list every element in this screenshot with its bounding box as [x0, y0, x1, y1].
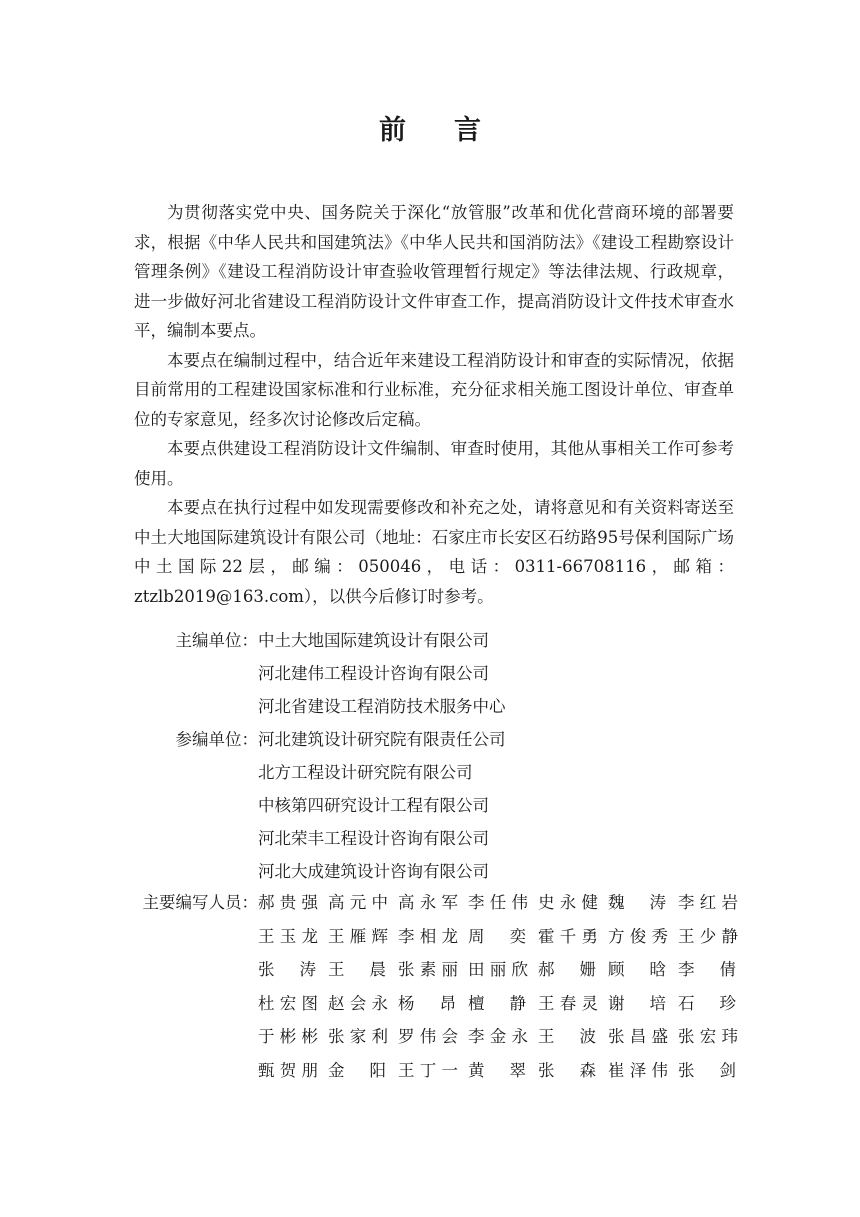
staff-grid [258, 886, 738, 1087]
participating-unit-row [134, 789, 734, 822]
preface-body [134, 198, 734, 611]
page-title [0, 108, 860, 147]
staff-row [258, 1020, 738, 1054]
staff-name: 李任伟 [468, 893, 528, 912]
staff-name: 杜宏图 [258, 993, 318, 1013]
staff-name: 田丽欣 [468, 960, 528, 979]
title-char-1: 前 [379, 115, 406, 146]
chief-units-label: 主编单位： [175, 631, 258, 650]
paragraph-2: 本要点在编制过程中，结合近年来建设工程消防设计和审查的实际情况，依据目前常用的工程建设国家标准和行业标准，充分征求相关施工图设计单位、审查单位的专家意见，经多次讨论修改后定稿。 [134, 350, 734, 429]
staff-name: 魏涛 [608, 893, 666, 912]
staff-name: 王晨 [328, 960, 386, 979]
staff-name: 张素丽 [398, 960, 458, 979]
participating-unit-item: 河北大成建筑设计咨询有限公司 [258, 862, 489, 881]
staff-name: 金阳 [328, 1060, 386, 1080]
staff-name: 郝姗 [538, 960, 596, 979]
paragraph-3: 本要点供建设工程消防设计文件编制、审查时使用，其他从事相关工作可参考使用。 [134, 439, 734, 488]
staff-name: 王春灵 [538, 993, 598, 1013]
staff-name: 王少静 [678, 926, 738, 946]
chief-unit-row [134, 624, 734, 657]
staff-name: 罗伟会 [398, 1027, 458, 1046]
participating-unit-row [134, 756, 734, 789]
staff-name: 王丁一 [398, 1060, 458, 1080]
paragraph-1: 为贯彻落实党中央、国务院关于深化“放管服”改革和优化营商环境的部署要求，根据《中华人民共和国建筑法》《中华人民共和国消防法》《建设工程勘察设计管理条例》《建设工程消防设计审查验收管理暂行规定》等法律法规、行政规章，进一步做好河北省建设工程消防设计文件审查工作，提高消防设计文件技术审查水平，编制本要点。 [134, 203, 734, 340]
staff-name: 张宏玮 [678, 1027, 738, 1046]
staff-name: 杨昂 [398, 993, 456, 1013]
staff-row [258, 1054, 734, 1088]
units-section [134, 624, 734, 888]
participating-unit-row [134, 855, 734, 888]
staff-name: 顾晗 [608, 960, 666, 979]
staff-name: 张森 [538, 1060, 596, 1080]
staff-name: 方俊秀 [608, 926, 668, 946]
staff-name: 张家利 [328, 1027, 388, 1046]
staff-name: 于彬彬 [258, 1027, 318, 1046]
staff-name: 史永健 [538, 893, 598, 912]
staff-name: 石珍 [678, 993, 736, 1013]
staff-row [258, 953, 734, 987]
participating-unit-row [134, 822, 734, 855]
chief-unit-item: 中土大地国际建筑设计有限公司 [258, 631, 489, 650]
staff-name: 李金永 [468, 1027, 528, 1046]
staff-name: 王雁辉 [328, 926, 388, 946]
participating-unit-item: 北方工程设计研究院有限公司 [258, 763, 473, 782]
staff-name: 郝贵强 [258, 893, 318, 912]
participating-unit-row [134, 723, 734, 756]
staff-name: 赵会永 [328, 993, 388, 1013]
staff-name: 周奕 [468, 926, 526, 946]
chief-unit-row [134, 657, 734, 690]
staff-row [258, 920, 738, 954]
staff-name: 李相龙 [398, 926, 458, 946]
title-char-2: 言 [454, 115, 481, 146]
participating-unit-item: 河北荣丰工程设计咨询有限公司 [258, 829, 489, 848]
staff-label: 主要编写人员： [142, 893, 258, 912]
paragraph-4: 本要点在执行过程中如发现需要修改和补充之处，请将意见和有关资料寄送至中土大地国际建筑设计有限公司（地址：石家庄市长安区石纺路95号保利国际广场中土国际22层，邮编：050046，电话：0311-66708116，邮箱：ztzlb2019@163.com），以供今后修订时参考。 [134, 498, 734, 606]
staff-name: 王波 [538, 1027, 596, 1046]
chief-unit-row [134, 690, 734, 723]
staff-name: 张剑 [678, 1060, 736, 1080]
staff-name: 李红岩 [678, 893, 738, 912]
chief-unit-item: 河北建伟工程设计咨询有限公司 [258, 664, 489, 683]
staff-name: 崔泽伟 [608, 1060, 668, 1080]
staff-row [258, 886, 738, 920]
staff-name: 霍千勇 [538, 926, 598, 946]
chief-unit-item: 河北省建设工程消防技术服务中心 [258, 697, 506, 716]
participating-units-label: 参编单位： [175, 730, 258, 749]
participating-unit-item: 河北建筑设计研究院有限责任公司 [258, 730, 506, 749]
participating-unit-item: 中核第四研究设计工程有限公司 [258, 796, 489, 815]
staff-name: 高永军 [398, 893, 458, 912]
staff-name: 甄贺朋 [258, 1060, 318, 1080]
staff-name: 李倩 [678, 960, 736, 979]
staff-name: 张昌盛 [608, 1027, 668, 1046]
staff-name: 黄翠 [468, 1060, 526, 1080]
staff-name: 王玉龙 [258, 926, 318, 946]
staff-name: 谢培 [608, 993, 666, 1013]
staff-name: 张涛 [258, 960, 316, 979]
staff-name: 檀静 [468, 993, 526, 1013]
staff-row [258, 987, 734, 1021]
staff-name: 高元中 [328, 893, 388, 912]
